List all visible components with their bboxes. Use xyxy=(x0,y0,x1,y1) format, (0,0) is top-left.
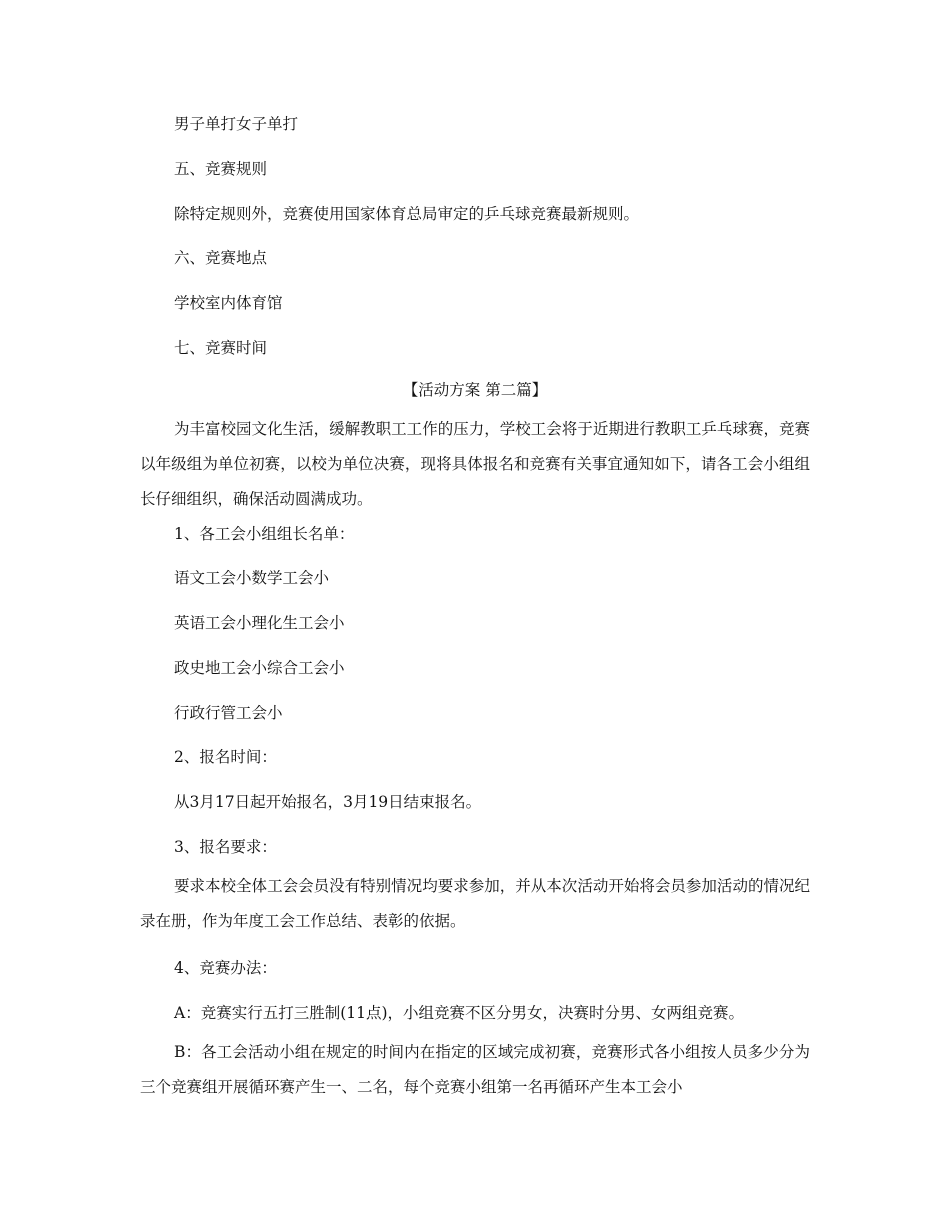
paragraph-intro: 为丰富校园文化生活，缓解教职工工作的压力，学校工会将于近期进行教职工乒乓球赛，竞赛以年级组为单位初赛，以校为单位决赛，现将具体报名和竞赛有关事宜通知如下，请各工会小组组长仔细组织，确保活动圆满成功。 xyxy=(140,420,810,508)
paragraph-rule-b: B：各工会活动小组在规定的时间内在指定的区域完成初赛，竞赛形式各小组按人员多少分为三个竞赛组开展循环赛产生一、二名，每个竞赛小组第一名再循环产生本工会小 xyxy=(140,1043,810,1096)
list-item: 行政行管工会小 xyxy=(174,704,283,722)
list-item-signup-time: 2、报名时间： xyxy=(174,748,277,766)
list-item: 政史地工会小综合工会小 xyxy=(174,659,345,677)
section-title-time: 七、竞赛时间 xyxy=(174,339,268,357)
text-line-signup-dates: 从3月17日起开始报名，3月19日结束报名。 xyxy=(174,793,482,811)
section-title-venue: 六、竞赛地点 xyxy=(174,249,268,267)
section-heading: 【活动方案 第二篇】 xyxy=(402,381,548,399)
text-line-singles: 男子单打女子单打 xyxy=(174,115,299,133)
list-item: 语文工会小数学工会小 xyxy=(174,569,330,587)
text-line-venue: 学校室内体育馆 xyxy=(174,294,283,312)
text-line-rule-a: A：竞赛实行五打三胜制(11点)，小组竞赛不区分男女，决赛时分男、女两组竞赛。 xyxy=(174,1004,745,1022)
list-item-signup-requirements: 3、报名要求： xyxy=(174,838,277,856)
list-item: 英语工会小理化生工会小 xyxy=(174,614,345,632)
section-title-rules: 五、竞赛规则 xyxy=(174,160,268,178)
paragraph-requirements: 要求本校全体工会会员没有特别情况均要求参加，并从本次活动开始将会员参加活动的情况纪录在册，作为年度工会工作总结、表彰的依据。 xyxy=(140,877,810,930)
list-item-group-leaders: 1、各工会小组组长名单： xyxy=(174,525,355,543)
text-line-rules: 除特定规则外，竞赛使用国家体育总局审定的乒乓球竞赛最新规则。 xyxy=(174,205,640,223)
list-item-competition-method: 4、竞赛办法： xyxy=(174,959,277,977)
